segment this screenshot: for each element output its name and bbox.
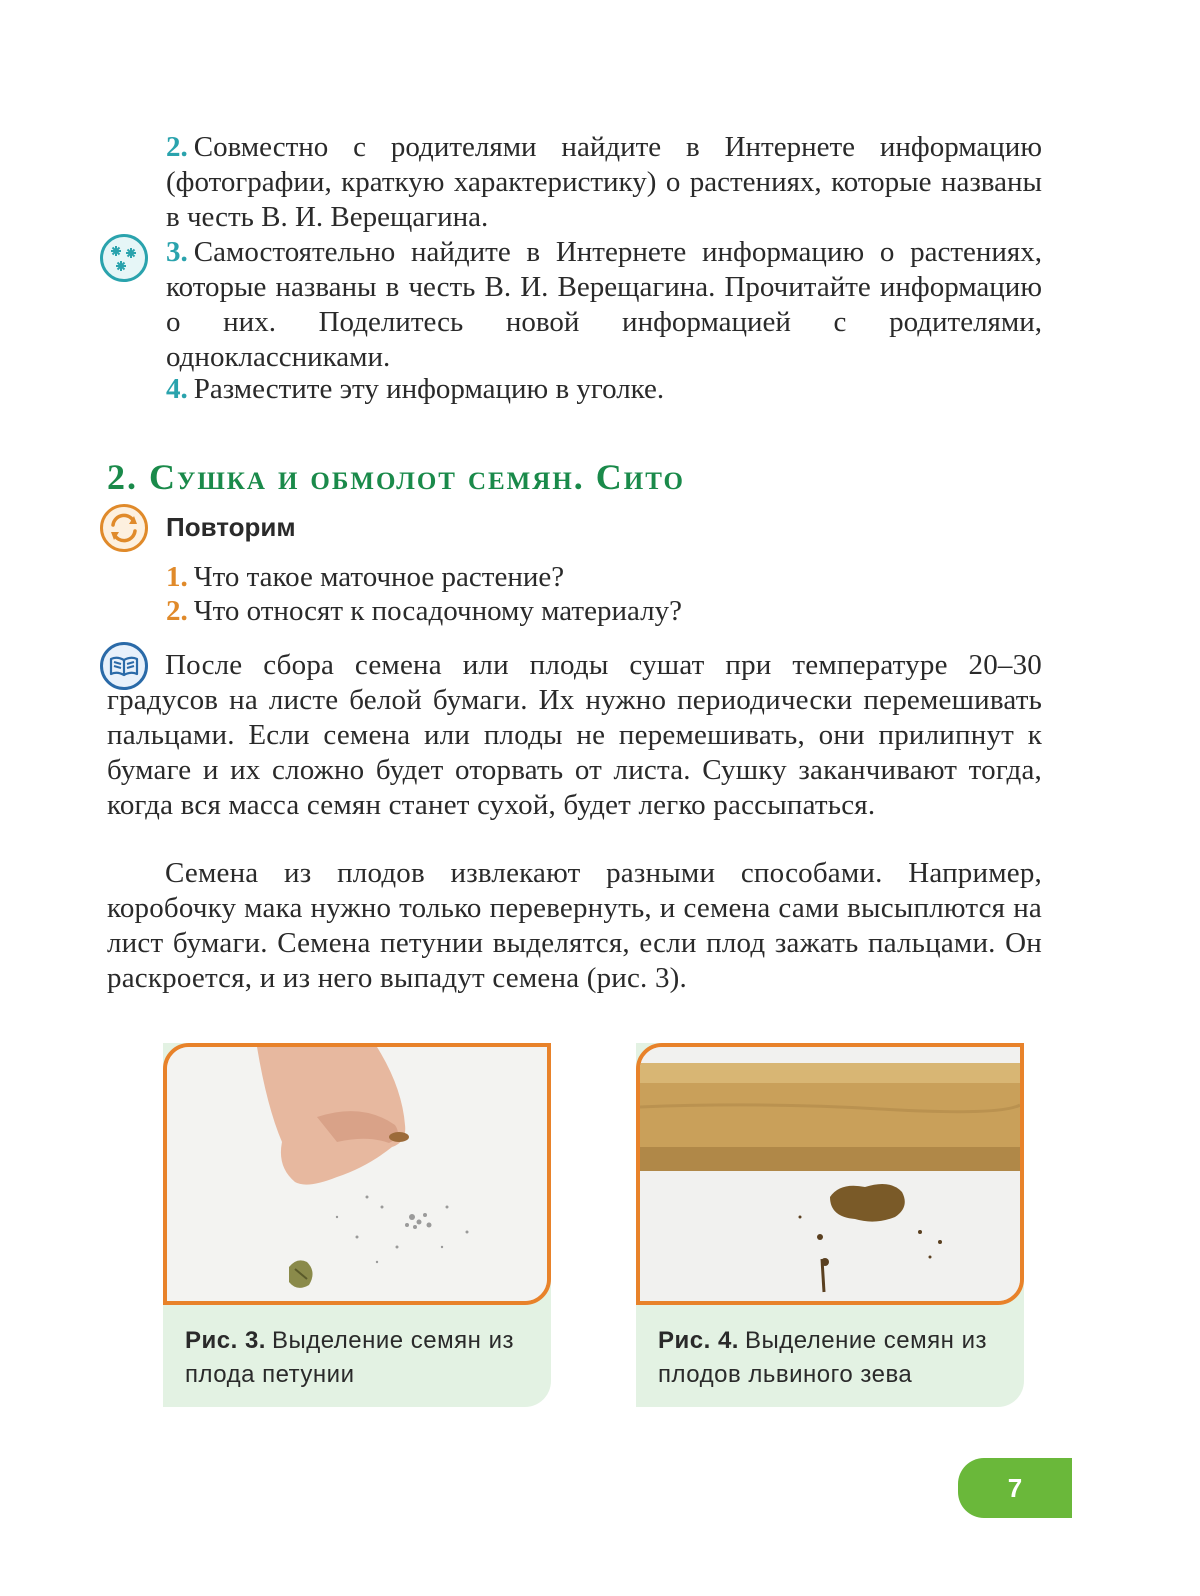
- question-number: 1.: [166, 561, 188, 593]
- question-number: 2.: [166, 595, 188, 627]
- task-text: Совместно с родителями найдите в Интернете информацию (фотографии, краткую характеристику) о растениях, которые названы в честь В. И. Верещагина.: [166, 131, 1042, 233]
- question-item-2: [166, 594, 1042, 629]
- figure-4: [636, 1043, 1024, 1407]
- figure-3-label: Рис. 3.: [185, 1327, 266, 1354]
- question-text: Что такое маточное растение?: [193, 561, 565, 593]
- figure-4-caption: [658, 1324, 1008, 1392]
- figure-4-caption-text: Выделение семян из плодов львиного зева: [658, 1327, 987, 1388]
- figure-3-caption-text: Выделение семян из плода петунии: [185, 1327, 514, 1388]
- task-text: Разместите эту информацию в уголке.: [193, 373, 665, 405]
- repeat-heading: Повторим: [166, 512, 296, 542]
- figure-3-caption: [185, 1324, 535, 1392]
- section-title: 2. Сушка и обмолот семян. Сито: [107, 457, 686, 497]
- repeat-icon: [100, 504, 148, 552]
- body-paragraph-1: После сбора семена или плоды сушат при температуре 20–30 градусов на листе белой бумаги. Их нужно периодически перемешивать пальцами. Если семена или плоды не перемешивать, они прилипнут к бумаге и их сложно будет оторвать от листа. Сушку заканчивают тогда, когда вся масса семян станет сухой, будет легко рассыпаться.: [107, 649, 1042, 821]
- task-number: 2.: [166, 131, 188, 163]
- figure-3-photo: [163, 1043, 551, 1305]
- task-number: 3.: [166, 236, 188, 268]
- body-paragraph-2: Семена из плодов извлекают разными способами. Например, коробочку мака нужно только перевернуть, и семена сами высыплются на лист бумаги. Семена петунии выделятся, если плод зажать пальцами. Он раскроется, и из него выпадут семена (рис. 3).: [107, 857, 1042, 994]
- task-item-2: [166, 130, 1042, 235]
- question-text: Что относят к посадочному материалу?: [193, 595, 682, 627]
- task-item-4: [166, 372, 1042, 407]
- task-item-3: [166, 235, 1042, 375]
- figure-3: [163, 1043, 551, 1407]
- question-item-1: [166, 560, 1042, 595]
- task-number: 4.: [166, 373, 188, 405]
- task-text: Самостоятельно найдите в Интернете информацию о растениях, которые названы в честь В. И. Верещагина. Прочитайте информацию о них. Поделитесь новой информацией с родителями, одноклассниками.: [166, 236, 1042, 373]
- figure-4-label: Рис. 4.: [658, 1327, 739, 1354]
- page-number: 7: [958, 1458, 1072, 1518]
- snowflake-icon: [100, 234, 148, 282]
- figure-4-photo: [636, 1043, 1024, 1305]
